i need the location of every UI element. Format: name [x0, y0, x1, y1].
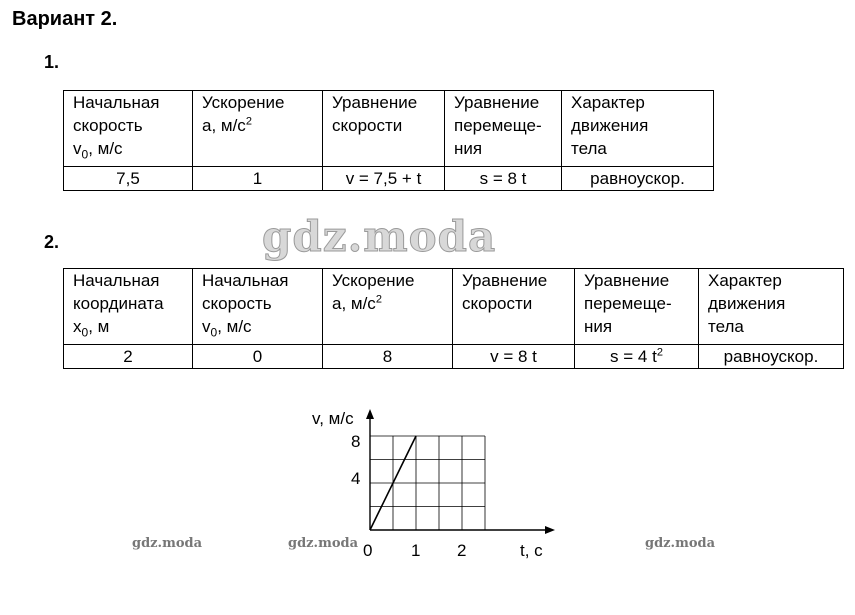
watermark-small: gdz.moda	[645, 536, 716, 551]
value-speed-equation: v = 8 t	[453, 345, 575, 369]
header-motion-type: Характер движения тела	[699, 269, 844, 345]
y-tick-label-8: 8	[351, 432, 361, 451]
header-motion-type: Характер движения тела	[562, 91, 714, 167]
table-row	[64, 167, 714, 191]
x-tick-label-2: 2	[457, 541, 467, 560]
value-motion-type: равноускор.	[562, 167, 714, 191]
x-tick-label-1: 1	[411, 541, 421, 560]
y-axis-label: v, м/с	[312, 409, 354, 428]
value-acceleration: 1	[193, 167, 323, 191]
x-axis-label: t, с	[520, 541, 543, 560]
task-1-table	[63, 90, 714, 191]
y-tick-label-4: 4	[351, 469, 361, 488]
origin-label: 0	[363, 541, 373, 560]
header-speed-equation: Уравнение скорости	[323, 91, 445, 167]
task-2-table	[63, 268, 844, 369]
value-displacement-equation: s = 8 t	[445, 167, 562, 191]
y-axis-arrow-icon	[366, 409, 374, 419]
header-acceleration: Ускорение a, $м/с^2$	[323, 269, 453, 345]
table-header-row	[64, 269, 844, 345]
header-displacement-equation: Уравнение перемеще- ния	[445, 91, 562, 167]
watermark-small: gdz.moda	[288, 536, 359, 551]
task-2-number: 2.	[44, 232, 60, 252]
value-speed-equation: v = 7,5 + t	[323, 167, 445, 191]
page-title: Вариант 2.	[12, 8, 118, 30]
header-initial-speed: Начальная скорость $v_0$, м/с	[193, 269, 323, 345]
watermark-small: gdz.moda	[132, 536, 203, 551]
value-motion-type: равноускор.	[699, 345, 844, 369]
value-initial-coordinate: 2	[64, 345, 193, 369]
x-axis-arrow-icon	[545, 526, 555, 534]
header-displacement-equation: Уравнение перемеще- ния	[575, 269, 699, 345]
header-acceleration: Ускорение a, $м/с^2$	[193, 91, 323, 167]
value-initial-speed: 0	[193, 345, 323, 369]
value-acceleration: 8	[323, 345, 453, 369]
watermark-logo: gdz.moda	[262, 212, 497, 261]
task-1-number: 1.	[44, 52, 60, 72]
header-initial-coordinate: Начальная координата $x_0$, м	[64, 269, 193, 345]
table-row	[64, 345, 844, 369]
header-speed-equation: Уравнение скорости	[453, 269, 575, 345]
header-initial-speed: Начальная скорость $v_0$, м/с	[64, 91, 193, 167]
value-initial-speed: 7,5	[64, 167, 193, 191]
graph-grid	[370, 436, 485, 530]
value-displacement-equation: s = 4 $t^2$	[575, 345, 699, 369]
table-header-row	[64, 91, 714, 167]
